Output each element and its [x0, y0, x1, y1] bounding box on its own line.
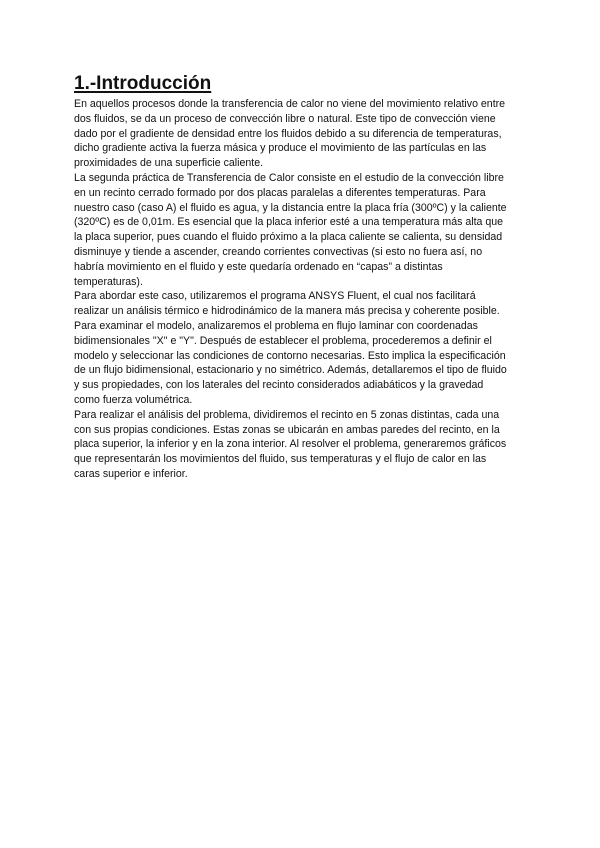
text-line: de un flujo bidimensional, estacionario y no simétrico. Además, detallaremos el tipo de fluido [74, 364, 507, 377]
text-line: disminuye y tiende a ascender, creando corrientes convectivas (si esto no fuera así, no [74, 245, 483, 258]
text-line: nuestro caso (caso A) el fluido es agua, y la distancia entre la placa fría (300ºC) y la caliente [74, 201, 507, 214]
text-line: dos fluidos, se da un proceso de convección libre o natural. Este tipo de convección viene [74, 112, 496, 125]
paragraph-software [74, 289, 534, 319]
document-body [74, 72, 534, 482]
text-line: como fuerza volumétrica. [74, 393, 193, 406]
text-line: Para abordar este caso, utilizaremos el programa ANSYS Fluent, el cual nos facilitará [74, 290, 476, 303]
text-line: en un recinto cerrado formado por dos placas paralelas a diferentes temperaturas. Para [74, 186, 486, 199]
text-line: modelo y seleccionar las condiciones de contorno necesarias. Esto implica la especificación [74, 349, 506, 362]
text-line: La segunda práctica de Transferencia de Calor consiste en el estudio de la convección libre [74, 171, 504, 184]
text-line: temperaturas). [74, 275, 143, 288]
text-line: la placa superior, pues cuando el fluido próximo a la placa caliente se calienta, su densidad [74, 231, 503, 244]
text-line: caras superior e inferior. [74, 467, 188, 480]
text-line: (320ºC) es de 0,01m. Es esencial que la placa inferior esté a una temperatura más alta que [74, 216, 504, 229]
paragraph-intro [74, 97, 534, 171]
text-line: bidimensionales "X" e "Y". Después de establecer el problema, procederemos a definir el [74, 334, 492, 347]
section-heading: 1.-Introducción [74, 73, 212, 94]
text-line: dado por el gradiente de densidad entre los fluidos debido a su diferencia de temperaturas, [74, 127, 502, 140]
text-line: Para examinar el modelo, analizaremos el problema en flujo laminar con coordenadas [74, 319, 478, 332]
text-line: En aquellos procesos donde la transferencia de calor no viene del movimiento relativo entre [74, 98, 506, 110]
paragraph-model [74, 319, 534, 408]
text-line: dicho gradiente activa la fuerza másica y produce el movimiento de las partículas en las [74, 142, 487, 155]
text-line: proximidades de una superficie caliente. [74, 157, 264, 170]
text-line: placa superior, la inferior y en la zona interior. Al resolver el problema, generaremos gráficos [74, 438, 507, 451]
text-line: con sus propias condiciones. Estas zonas se ubicarán en ambas paredes del recinto, en la [74, 423, 500, 436]
text-line: realizar un análisis térmico e hidrodinámico de la manera más precisa y coherente posible. [74, 305, 500, 318]
text-line: que representarán los movimientos del fluido, sus temperaturas y el flujo de calor en las [74, 453, 487, 466]
paragraph-practice [74, 171, 534, 289]
text-line: Para realizar el análisis del problema, dividiremos el recinto en 5 zonas distintas, cada una [74, 408, 500, 421]
paragraph-analysis [74, 408, 534, 482]
text-line: habría movimiento en el fluido y este quedaría ordenado en “capas” a distintas [74, 260, 443, 273]
text-line: y sus propiedades, con los laterales del recinto considerados adiabáticos y la gravedad [74, 379, 484, 392]
